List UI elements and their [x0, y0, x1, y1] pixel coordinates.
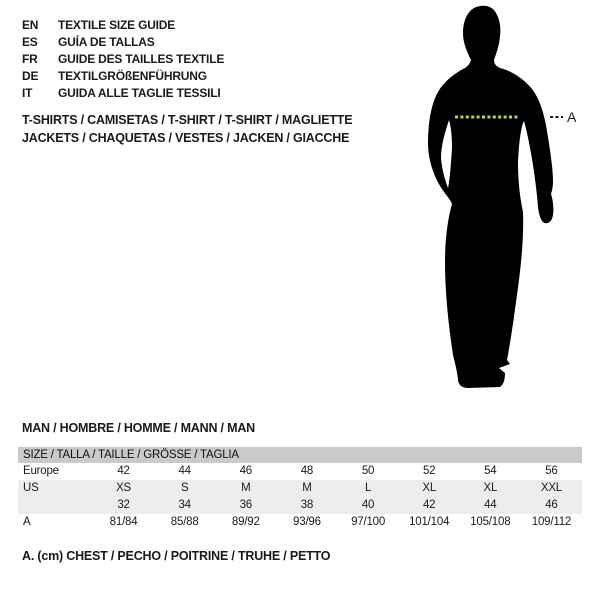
language-row [22, 17, 224, 34]
size-value: 38 [300, 499, 314, 511]
size-value: 44 [178, 465, 191, 477]
size-value: 93/96 [293, 516, 321, 528]
language-code: FR [22, 52, 38, 66]
size-value: 50 [361, 465, 375, 477]
size-value: 34 [178, 499, 191, 511]
size-value: 48 [300, 465, 314, 477]
size-value: 56 [545, 465, 558, 477]
language-list [22, 17, 224, 102]
size-value: L [364, 482, 372, 494]
language-row [22, 68, 224, 85]
size-value: S [180, 482, 189, 494]
size-value: 32 [117, 499, 130, 511]
size-value: 97/100 [351, 516, 386, 528]
language-label: TEXTILGRÖßENFÜHRUNG [58, 69, 207, 83]
size-value: XXL [540, 482, 562, 494]
table-row-chest [18, 514, 582, 531]
size-table [18, 447, 582, 531]
measurement-footnote: A. (cm) CHEST / PECHO / POITRINE / TRUHE / PETTO [22, 549, 331, 563]
row-label: A [23, 516, 31, 528]
language-label: TEXTILE SIZE GUIDE [58, 18, 176, 32]
language-label: GUIDE DES TAILLES TEXTILE [58, 52, 225, 66]
size-value: 81/84 [109, 516, 138, 528]
size-value: 42 [422, 499, 436, 511]
size-value: 105/108 [470, 516, 511, 528]
language-code: EN [22, 18, 39, 32]
size-value: M [302, 482, 312, 494]
man-silhouette-body [428, 6, 553, 388]
size-value: 36 [239, 499, 253, 511]
row-label: US [23, 482, 39, 494]
row-label: Europe [23, 465, 59, 477]
measure-label-a: A [567, 109, 577, 125]
language-label: GUÍA DE TALLAS [58, 35, 155, 49]
garment-categories [22, 111, 352, 147]
table-row-uk [18, 497, 582, 514]
table-row-us [18, 480, 582, 497]
size-value: XL [422, 482, 437, 494]
size-value: 89/92 [231, 516, 260, 528]
size-value: 40 [361, 499, 375, 511]
size-value: 101/104 [409, 516, 450, 528]
size-value: 46 [239, 465, 253, 477]
size-value: XS [116, 482, 132, 494]
man-silhouette-svg [400, 0, 600, 400]
category-tshirts: T-SHIRTS / CAMISETAS / T-SHIRT / T-SHIRT / MAGLIETTE [22, 113, 353, 127]
size-value: 109/112 [531, 516, 572, 528]
language-code: IT [22, 86, 33, 100]
language-row [22, 51, 224, 68]
size-value: 42 [117, 465, 130, 477]
category-jackets: JACKETS / CHAQUETAS / VESTES / JACKEN / GIACCHE [22, 131, 350, 145]
language-row [22, 85, 224, 102]
size-value: 54 [484, 465, 497, 477]
size-value: M [241, 482, 251, 494]
size-value: XL [483, 482, 498, 494]
language-row [22, 34, 224, 51]
size-value: 44 [484, 499, 497, 511]
language-label: GUIDA ALLE TAGLIE TESSILI [58, 86, 221, 100]
table-row-europe [18, 463, 582, 480]
size-value: 52 [422, 465, 436, 477]
language-code: ES [22, 35, 38, 49]
section-title-man: MAN / HOMBRE / HOMME / MANN / MAN [22, 421, 255, 435]
language-code: DE [22, 69, 39, 83]
size-table-header: SIZE / TALLA / TAILLE / GRÖSSE / TAGLIA [18, 447, 582, 463]
size-value: 85/88 [170, 516, 199, 528]
man-silhouette-figure [400, 0, 600, 400]
size-value: 46 [545, 499, 558, 511]
